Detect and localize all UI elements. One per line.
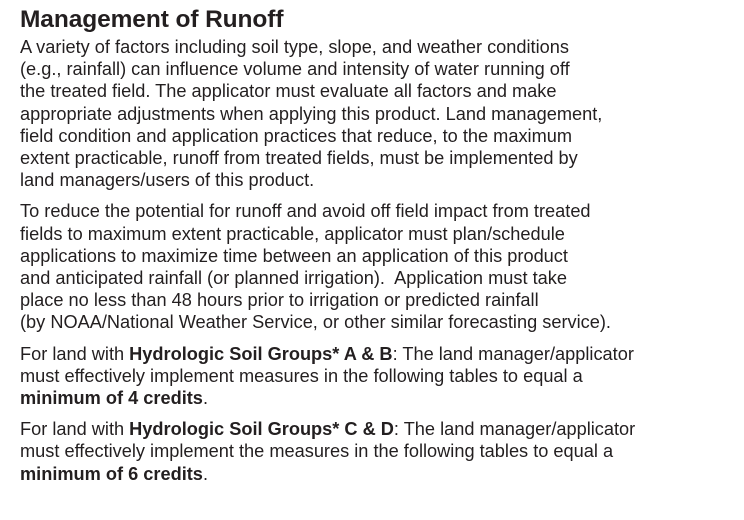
credit-requirement: minimum of 6 credits — [20, 463, 203, 484]
section-title: Management of Runoff — [20, 6, 284, 33]
text-line — [20, 418, 740, 440]
prefix-text: For land with — [20, 419, 130, 440]
text-line: appropriate adjustments when applying this product. Land management, — [20, 103, 603, 124]
suffix-text: : The land manager/applicator — [392, 343, 634, 364]
text-line: (by NOAA/National Weather Service, or other similar forecasting service). — [20, 312, 611, 333]
text-line: must effectively implement measures in the following tables to equal a — [20, 365, 583, 386]
text-line: place no less than 48 hours prior to irrigation or predicted rainfall — [20, 290, 539, 311]
text-line: land managers/users of this product. — [20, 170, 315, 191]
paragraph-reduce-runoff — [20, 200, 740, 333]
text-line: must effectively implement the measures in the following tables to equal a — [20, 441, 614, 462]
document-page — [20, 4, 740, 485]
period: . — [202, 463, 208, 484]
text-line — [20, 387, 740, 409]
text-line: (e.g., rainfall) can influence volume and intensity of water running off — [20, 59, 570, 80]
paragraph-soil-groups-ab — [20, 343, 740, 410]
text-line: the treated field. The applicator must evaluate all factors and make — [20, 81, 557, 102]
text-line: applications to maximize time between an application of this product — [20, 245, 568, 266]
text-line: field condition and application practices that reduce, to the maximum — [20, 125, 572, 146]
paragraph-factors — [20, 36, 740, 191]
period: . — [202, 388, 208, 409]
text-line — [20, 463, 740, 485]
text-line: fields to maximum extent practicable, applicator must plan/schedule — [20, 223, 565, 244]
paragraph-soil-groups-cd — [20, 418, 740, 485]
text-line: To reduce the potential for runoff and avoid off field impact from treated — [20, 201, 591, 222]
text-line: and anticipated rainfall (or planned irrigation). Application must take — [20, 268, 567, 289]
soil-group-label: Hydrologic Soil Groups* C & D — [129, 419, 394, 440]
text-line — [20, 343, 740, 365]
suffix-text: : The land manager/applicator — [393, 419, 636, 440]
credit-requirement: minimum of 4 credits — [20, 388, 203, 409]
prefix-text: For land with — [20, 343, 130, 364]
text-line: A variety of factors including soil type, slope, and weather conditions — [20, 37, 569, 57]
text-line: extent practicable, runoff from treated fields, must be implemented by — [20, 148, 578, 169]
soil-group-label: Hydrologic Soil Groups* A & B — [129, 343, 393, 364]
